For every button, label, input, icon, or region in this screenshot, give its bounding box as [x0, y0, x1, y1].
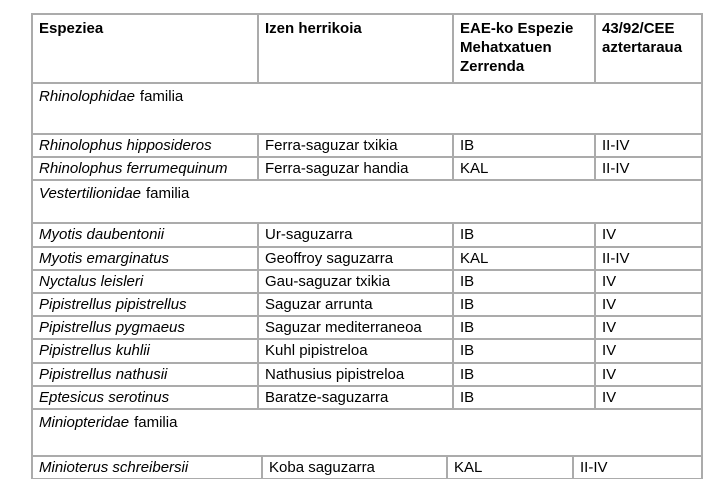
family-suffix: familia: [139, 88, 184, 105]
directive-cell: IV: [595, 316, 702, 339]
directive-cell: IV: [595, 223, 702, 246]
table-row: [32, 316, 702, 339]
directive-cell: IV: [595, 363, 702, 386]
directive-cell: IV: [595, 270, 702, 293]
family-name-cell: [32, 409, 702, 456]
species-name-cell: Pipistrellus kuhlii: [32, 339, 258, 362]
family-latin-name: Vestertilionidae: [39, 185, 142, 203]
threat-list-cell: KAL: [447, 457, 573, 479]
common-name-cell: Ferra-saguzar txikia: [258, 134, 453, 157]
family-row-miniopteridae: [32, 409, 702, 456]
species-name-cell: Minioterus schreibersii: [32, 457, 262, 479]
family-suffix: familia: [134, 413, 178, 431]
directive-cell: IV: [595, 293, 702, 316]
common-name-cell: Nathusius pipistreloa: [258, 363, 453, 386]
species-name-cell: Myotis daubentonii: [32, 223, 258, 246]
column-header-common-name: Izen herrikoia: [258, 14, 453, 83]
table-row: [32, 247, 702, 270]
column-header-species: Espeziea: [32, 14, 258, 83]
table-row: [32, 386, 702, 409]
directive-cell: II-IV: [595, 157, 702, 180]
common-name-cell: Koba saguzarra: [262, 457, 447, 479]
common-name-cell: Ferra-saguzar handia: [258, 157, 453, 180]
common-name-cell: Geoffroy saguzarra: [258, 247, 453, 270]
family-row-rhinolophidae: [32, 83, 702, 134]
family-name-cell: [32, 180, 702, 223]
common-name-cell: Kuhl pipistreloa: [258, 339, 453, 362]
threat-list-cell: IB: [453, 293, 595, 316]
family-latin-name: Miniopteridae: [39, 413, 130, 431]
threat-list-cell: KAL: [453, 157, 595, 180]
table-header-row: [32, 14, 702, 83]
column-header-threat-list: EAE-ko Espezie Mehatxatuen Zerrenda: [453, 14, 595, 83]
directive-cell: II-IV: [595, 134, 702, 157]
species-name-cell: Myotis emarginatus: [32, 247, 258, 270]
species-name-cell: Pipistrellus pipistrellus: [32, 293, 258, 316]
table-row: [32, 157, 702, 180]
common-name-cell: Baratze-saguzarra: [258, 386, 453, 409]
common-name-cell: Gau-saguzar txikia: [258, 270, 453, 293]
table-row: [32, 134, 702, 157]
column-header-directive: 43/92/CEE aztertaraua: [595, 14, 702, 83]
species-name-cell: Eptesicus serotinus: [32, 386, 258, 409]
species-name-cell: Pipistrellus nathusii: [32, 363, 258, 386]
family-name-cell: [32, 83, 702, 134]
species-table-bottom-section: [31, 457, 703, 479]
table-row: [32, 339, 702, 362]
species-name-cell: Rhinolophus ferrumequinum: [32, 157, 258, 180]
species-name-cell: Nyctalus leisleri: [32, 270, 258, 293]
directive-cell: II-IV: [595, 247, 702, 270]
species-name-cell: Pipistrellus pygmaeus: [32, 316, 258, 339]
species-table-wrapper: [31, 13, 702, 479]
threat-list-cell: IB: [453, 270, 595, 293]
common-name-cell: Ur-saguzarra: [258, 223, 453, 246]
common-name-cell: Saguzar arrunta: [258, 293, 453, 316]
family-row-vestertilionidae: [32, 180, 702, 223]
threat-list-cell: IB: [453, 134, 595, 157]
common-name-cell: Saguzar mediterraneoa: [258, 316, 453, 339]
family-latin-name: Rhinolophidae: [39, 88, 135, 105]
threat-list-cell: IB: [453, 386, 595, 409]
table-row: [32, 223, 702, 246]
table-row: [32, 363, 702, 386]
table-row: [32, 270, 702, 293]
threat-list-cell: IB: [453, 339, 595, 362]
threat-list-cell: IB: [453, 363, 595, 386]
species-name-cell: Rhinolophus hipposideros: [32, 134, 258, 157]
table-row: [32, 293, 702, 316]
family-suffix: familia: [146, 185, 190, 203]
table-row: [32, 457, 702, 479]
directive-cell: II-IV: [573, 457, 702, 479]
threat-list-cell: IB: [453, 316, 595, 339]
threat-list-cell: KAL: [453, 247, 595, 270]
species-table: [31, 13, 703, 457]
directive-cell: IV: [595, 339, 702, 362]
directive-cell: IV: [595, 386, 702, 409]
threat-list-cell: IB: [453, 223, 595, 246]
